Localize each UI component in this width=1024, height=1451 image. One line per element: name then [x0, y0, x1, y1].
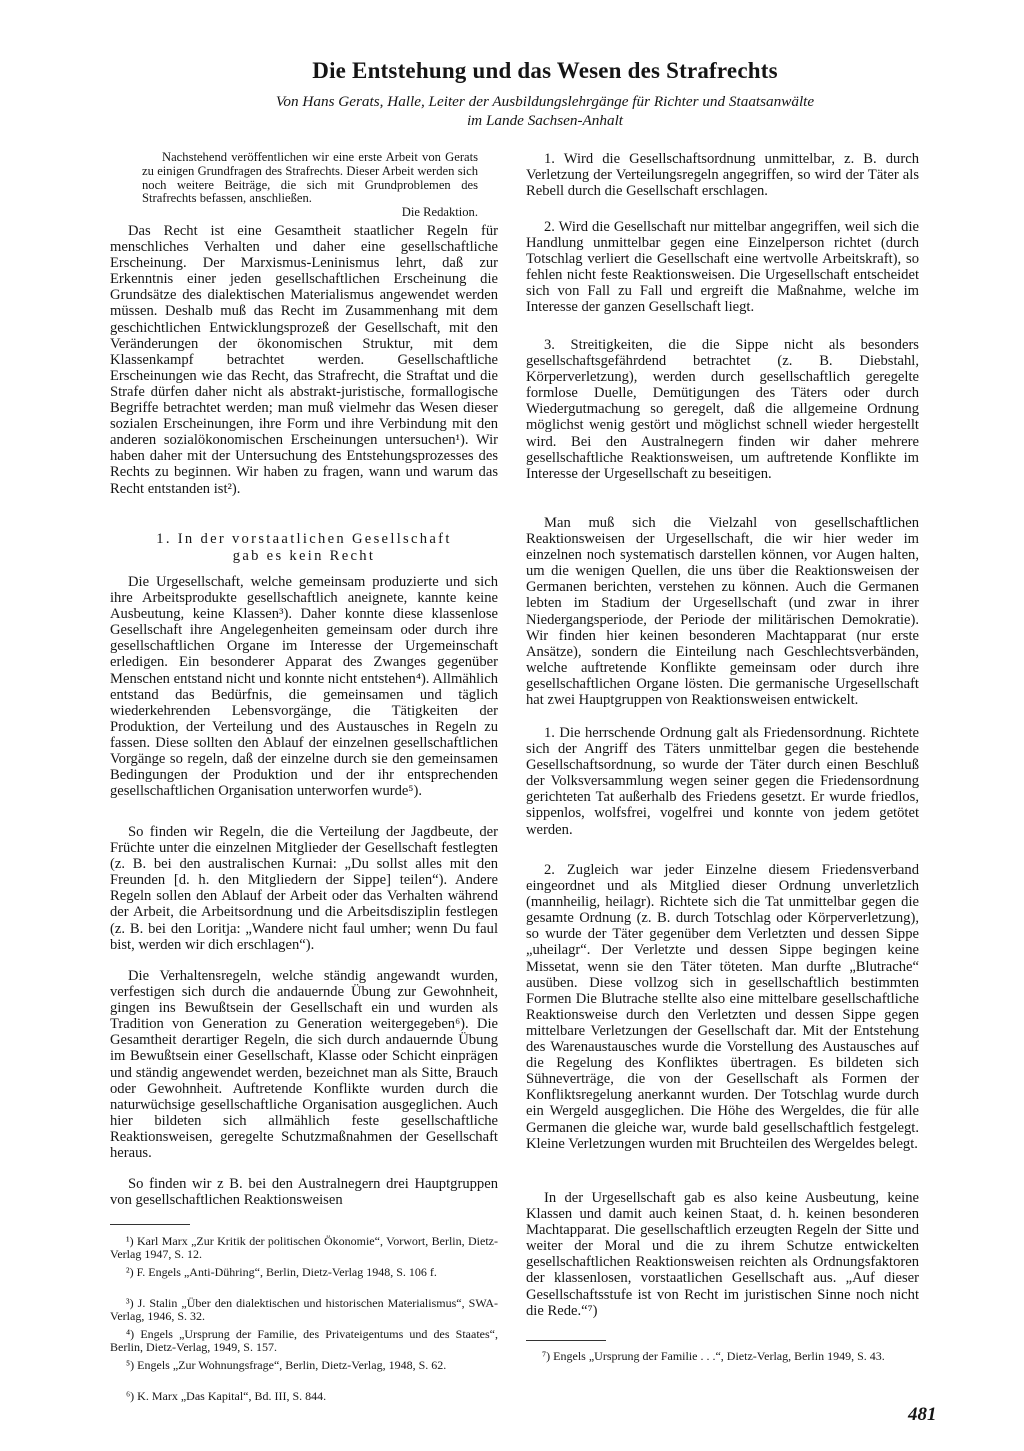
- page-number: 481: [908, 1404, 937, 1425]
- paragraph-right-5: 1. Die herrschende Ordnung galt als Friedensordnung. Richtete sich der Angriff des Täters unmittelbar gegen die bestehende Gesellschaftsordnung, so wurde der Täter durch einen Beschluß der Volksversammlung wegen seiner gegen die Friedensordnung gerichteten Tat außerhalb des Friedens gesetzt. Er wurde friedlos, sippenlos, wolfsfrei, vogelfrei und konnte von jedem getötet werden.: [526, 725, 919, 838]
- footnote-4: ⁴) Engels „Ursprung der Familie, des Privateigentums und des Staates“, Berlin, Dietz-Verlag, 1949, S. 157.: [110, 1327, 498, 1355]
- editor-note: [142, 151, 478, 220]
- paragraph-left-2: Die Urgesellschaft, welche gemeinsam produzierte und sich ihre Arbeitsprodukte gesellschaftlich aneignete, kannte keine Ausbeutung, keine Klassen³). Daher konnte diese klassenlose Gesellschaft ihre Angelegenheiten gemeinsam oder durch ihre gesellschaftlichen Organe im Interesse der Urgemeinschaft erledigen. Ein besonderer Apparat des Zwanges gegenüber Menschen entstand nicht und konnte nicht entstehen⁴). Allmählich entstand das Bedürfnis, die gemeinsamen und täglich wiederkehrenden Lebensvorgänge, die Tätigkeiten der Produktion, der Verteilung und des Austausches in Regeln zu fassen. Diese sollten den Ablauf der einzelnen gesellschaftlichen Vorgänge so regeln, daß der einzelne durch sie den gemeinsamen Bedingungen der Produktion und der ihr entsprechenden gesellschaftlichen Organisation unterworfen wurde⁵).: [110, 574, 498, 800]
- article-title: Die Entstehung und das Wesen des Strafrechts: [312, 58, 778, 83]
- paragraph-left-5: So finden wir z B. bei den Australnegern drei Hauptgruppen von gesellschaftlichen Reaktionsweisen: [110, 1176, 498, 1209]
- footnote-5: ⁵) Engels „Zur Wohnungsfrage“, Berlin, Dietz-Verlag, 1948, S. 62.: [126, 1358, 447, 1372]
- paragraph-right-6: 2. Zugleich war jeder Einzelne diesem Friedensverband eingeordnet und als Mitglied dieser Ordnung unverletzlich (mannheilig, heilagr). Richtete sich die Tat unmittelbar gegen die gesamte Ordnung (z. B. durch Totschlag oder Körperverletzung), so wurde der Täter gegenüber dem Verletzten und dessen Sippe „uheilagr“. Der Verletzte und dessen Sippe begingen keine Missetat, wenn sie den Täter töteten. Man durfte „Blutrache“ ausüben. Diese vollzog sich in gesellschaftlich bestimmten Formen Die Blutrache stellte also eine mittelbare gesellschaftliche Reaktionsweise durch den Verletzten und dessen Sippe gegen mittelbare Verletzungen der Gesellschaft dar. Mit der Entstehung des Warenaustausches wurde die Vorstellung des Austausches auf die Regelung des Konfliktes übertragen. Es bildeten sich Sühneverträge, die von der Gesellschaft als Formen der Konfliktsregelung anerkannt wurden. Der Totschlag wurde durch ein Wergeld ausgeglichen. Die Höhe des Wergeldes, die für alle Germanen die gleiche war, wurde bald gesellschaftlich festgelegt. Kleine Verletzungen wurden mit Bruchteilen des Wergeldes belegt.: [526, 862, 919, 1152]
- footnote-divider-right: [526, 1340, 606, 1341]
- section-heading-line-2: gab es kein Recht: [232, 548, 376, 564]
- section-heading: [110, 531, 498, 565]
- footnote-1: ¹) Karl Marx „Zur Kritik der politischen Ökonomie“, Vorwort, Berlin, Dietz-Verlag 1947, S. 12.: [110, 1234, 498, 1262]
- paragraph-right-2: 2. Wird die Gesellschaft nur mittelbar angegriffen, weil sich die Handlung unmittelbar gegen eine Einzelperson richtet (durch Totschlag verliert die Gesellschaft eine wertvolle Arbeitskraft), so fehlen nicht feste Reaktionsweisen. Die Urgesellschaft entscheidet sich von Fall zu Fall und ergreift die Maßnahme, welche im Interesse der ganzen Gesellschaft liegt.: [526, 219, 919, 316]
- footnote-divider-left: [110, 1224, 190, 1225]
- paragraph-right-7: In der Urgesellschaft gab es also keine Ausbeutung, keine Klassen und damit auch keinen Staat, d. h. keinen besonderen Machtapparat. Die gesellschaftlich erzeugten Regeln der Sitte und weiter der Moral und die zu ihrem Schutze entwickelten gesellschaftlichen Reaktionsweisen reichten als Ordnungsfaktoren der klassenlosen, vorstaatlichen Gesellschaft aus. „Auf dieser Gesellschaftsstufe ist von Recht im juristischen Sinne noch nicht die Rede.“⁷): [526, 1190, 919, 1319]
- paragraph-left-4: Die Verhaltensregeln, welche ständig angewandt wurden, verfestigen sich durch die andauernde Übung zur Gewohnheit, gingen ins Bewußtsein der Gesellschaft ein und wurden als Tradition von Generation zu Generation weitergegeben⁶). Die Gesamtheit derartiger Regeln, die sich durch andauernde Übung im Bewußtsein einer Gesellschaft, Klasse oder Schicht einprägen und ständig angewendet werden, bezeichnet man als Sitte, Brauch oder Gewohnheit. Auftretende Konflikte wurden durch die naturwüchsige gesellschaftliche Organisation ausgeglichen. Auch hier bildeten sich allmählich feste gesellschaftliche Reaktionsweisen, geregelte Schutzmaßnahmen der Gesellschaft heraus.: [110, 968, 498, 1162]
- footnote-2: ²) F. Engels „Anti-Dühring“, Berlin, Dietz-Verlag 1948, S. 106 f.: [126, 1265, 437, 1279]
- byline-line-2: im Lande Sachsen-Anhalt: [466, 112, 624, 129]
- footnote-6: ⁶) K. Marx „Das Kapital“, Bd. III, S. 844.: [126, 1389, 327, 1403]
- paragraph-left-1: Das Recht ist eine Gesamtheit staatlicher Regeln für menschliches Verhalten und daher eine gesellschaftliche Erscheinung. Der Marxismus-Leninismus lehrt, daß zur Erkenntnis einer jeden gesellschaftlichen Erscheinung die Grundsätze des dialektischen Materialismus angewendet werden müssen. Deshalb muß das Recht im Zusammenhang mit dem geschichtlichen Entwicklungsprozeß der Gesellschaft, mit den Veränderungen der ökonomischen Struktur, mit dem Klassenkampf betrachtet werden. Gesellschaftliche Erscheinungen wie das Recht, das Strafrecht, die Straftat und die Strafe dürfen daher nicht als abstrakt-juristische, formallogische Begriffe betrachtet werden; man muß vielmehr das Wesen dieser sozialen Erscheinungen, ihre Form und ihre Verbindung mit den anderen sozialökonomischen Erscheinungen untersuchen¹). Wir haben daher mit der Untersuchung des Entstehungsprozesses des Rechts zu beginnen. Wir haben zu fragen, wann und warum das Recht entstanden ist²).: [110, 223, 498, 497]
- footnote-7: ⁷) Engels „Ursprung der Familie . . .“, Dietz-Verlag, Berlin 1949, S. 43.: [542, 1349, 885, 1363]
- paragraph-right-4: Man muß sich die Vielzahl von gesellschaftlichen Reaktionsweisen der Urgesellschaft, die wir hier weder im einzelnen noch systematisch darstellen können, vor Augen halten, um die wenigen Quellen, die uns über die Reaktionsweisen der Germanen berichten, verstehen zu können. Auch die Germanen lebten im Stadium der Urgesellschaft (und zwar in ihrer Niedergangsperiode, der Periode der militärischen Demokratie). Wir finden hier keinen besonderen Machtapparat (nur erste Ansätze), sondern die Einteilung nach Geschlechtsverbänden, welche auftretende Konflikte gemeinsam oder durch ihre gesellschaftlichen Organe lösten. Die germanische Urgesellschaft hat zwei Hauptgruppen von Reaktionsweisen entwickelt.: [526, 515, 919, 709]
- editor-note-text: Nachstehend veröffentlichen wir eine erste Arbeit von Gerats zu einigen Grundfragen des Strafrechts. Dieser Arbeit werden sich noch weitere Beiträge, die sich mit Grundproblemen des Strafrechts befassen, anschließen.: [142, 150, 478, 206]
- footnote-3: ³) J. Stalin „Über den dialektischen und historischen Materialismus“, SWA-Verlag, 1946, S. 32.: [110, 1296, 498, 1324]
- editor-note-signature: Die Redaktion.: [401, 205, 478, 220]
- article-byline: [100, 92, 990, 130]
- paragraph-right-3: 3. Streitigkeiten, die die Sippe nicht als besonders gesellschaftsgefährdend betrachtet (z. B. Diebstahl, Körperverletzung), werden durch gesellschaftlich geregelte formlose Duelle, Demütigungen des Täters oder durch Wiedergutmachung so geregelt, daß die allgemeine Ordnung möglichst wenig gestört und möglichst schnell wieder hergestellt wird. Bei den Australnegern finden wir daher mehrere gesellschaftliche Reaktionsweisen, um auftretende Konflikte im Interesse der Urgesellschaft zu beseitigen.: [526, 337, 919, 482]
- paragraph-right-1: 1. Wird die Gesellschaftsordnung unmittelbar, z. B. durch Verletzung der Verteilungsregeln angegriffen, so wird der Täter als Rebell durch die Gesellschaft erschlagen.: [526, 151, 919, 200]
- byline-line-1: Von Hans Gerats, Halle, Leiter der Ausbildungslehrgänge für Richter und Staatsanwälte: [275, 93, 815, 110]
- paragraph-left-3: So finden wir Regeln, die die Verteilung der Jagdbeute, der Früchte unter die einzelnen Mitglieder der Gesellschaft festlegten (z. B. bei den australischen Kurnai: „Du sollst alles mit den Freunden [d. h. den Mitgliedern der Sippe] teilen“). Andere Regeln sollen den Ablauf der Arbeit oder das Verhalten während der Arbeit, die Arbeitsordnung und die Arbeitsdisziplin festlegen (z. B. bei den Loritja: „Wandere nicht faul umher; wenn Du faul bist, werden wir dich erschlagen“).: [110, 824, 498, 953]
- section-heading-line-1: 1. In der vorstaatlichen Gesellschaft: [156, 531, 452, 547]
